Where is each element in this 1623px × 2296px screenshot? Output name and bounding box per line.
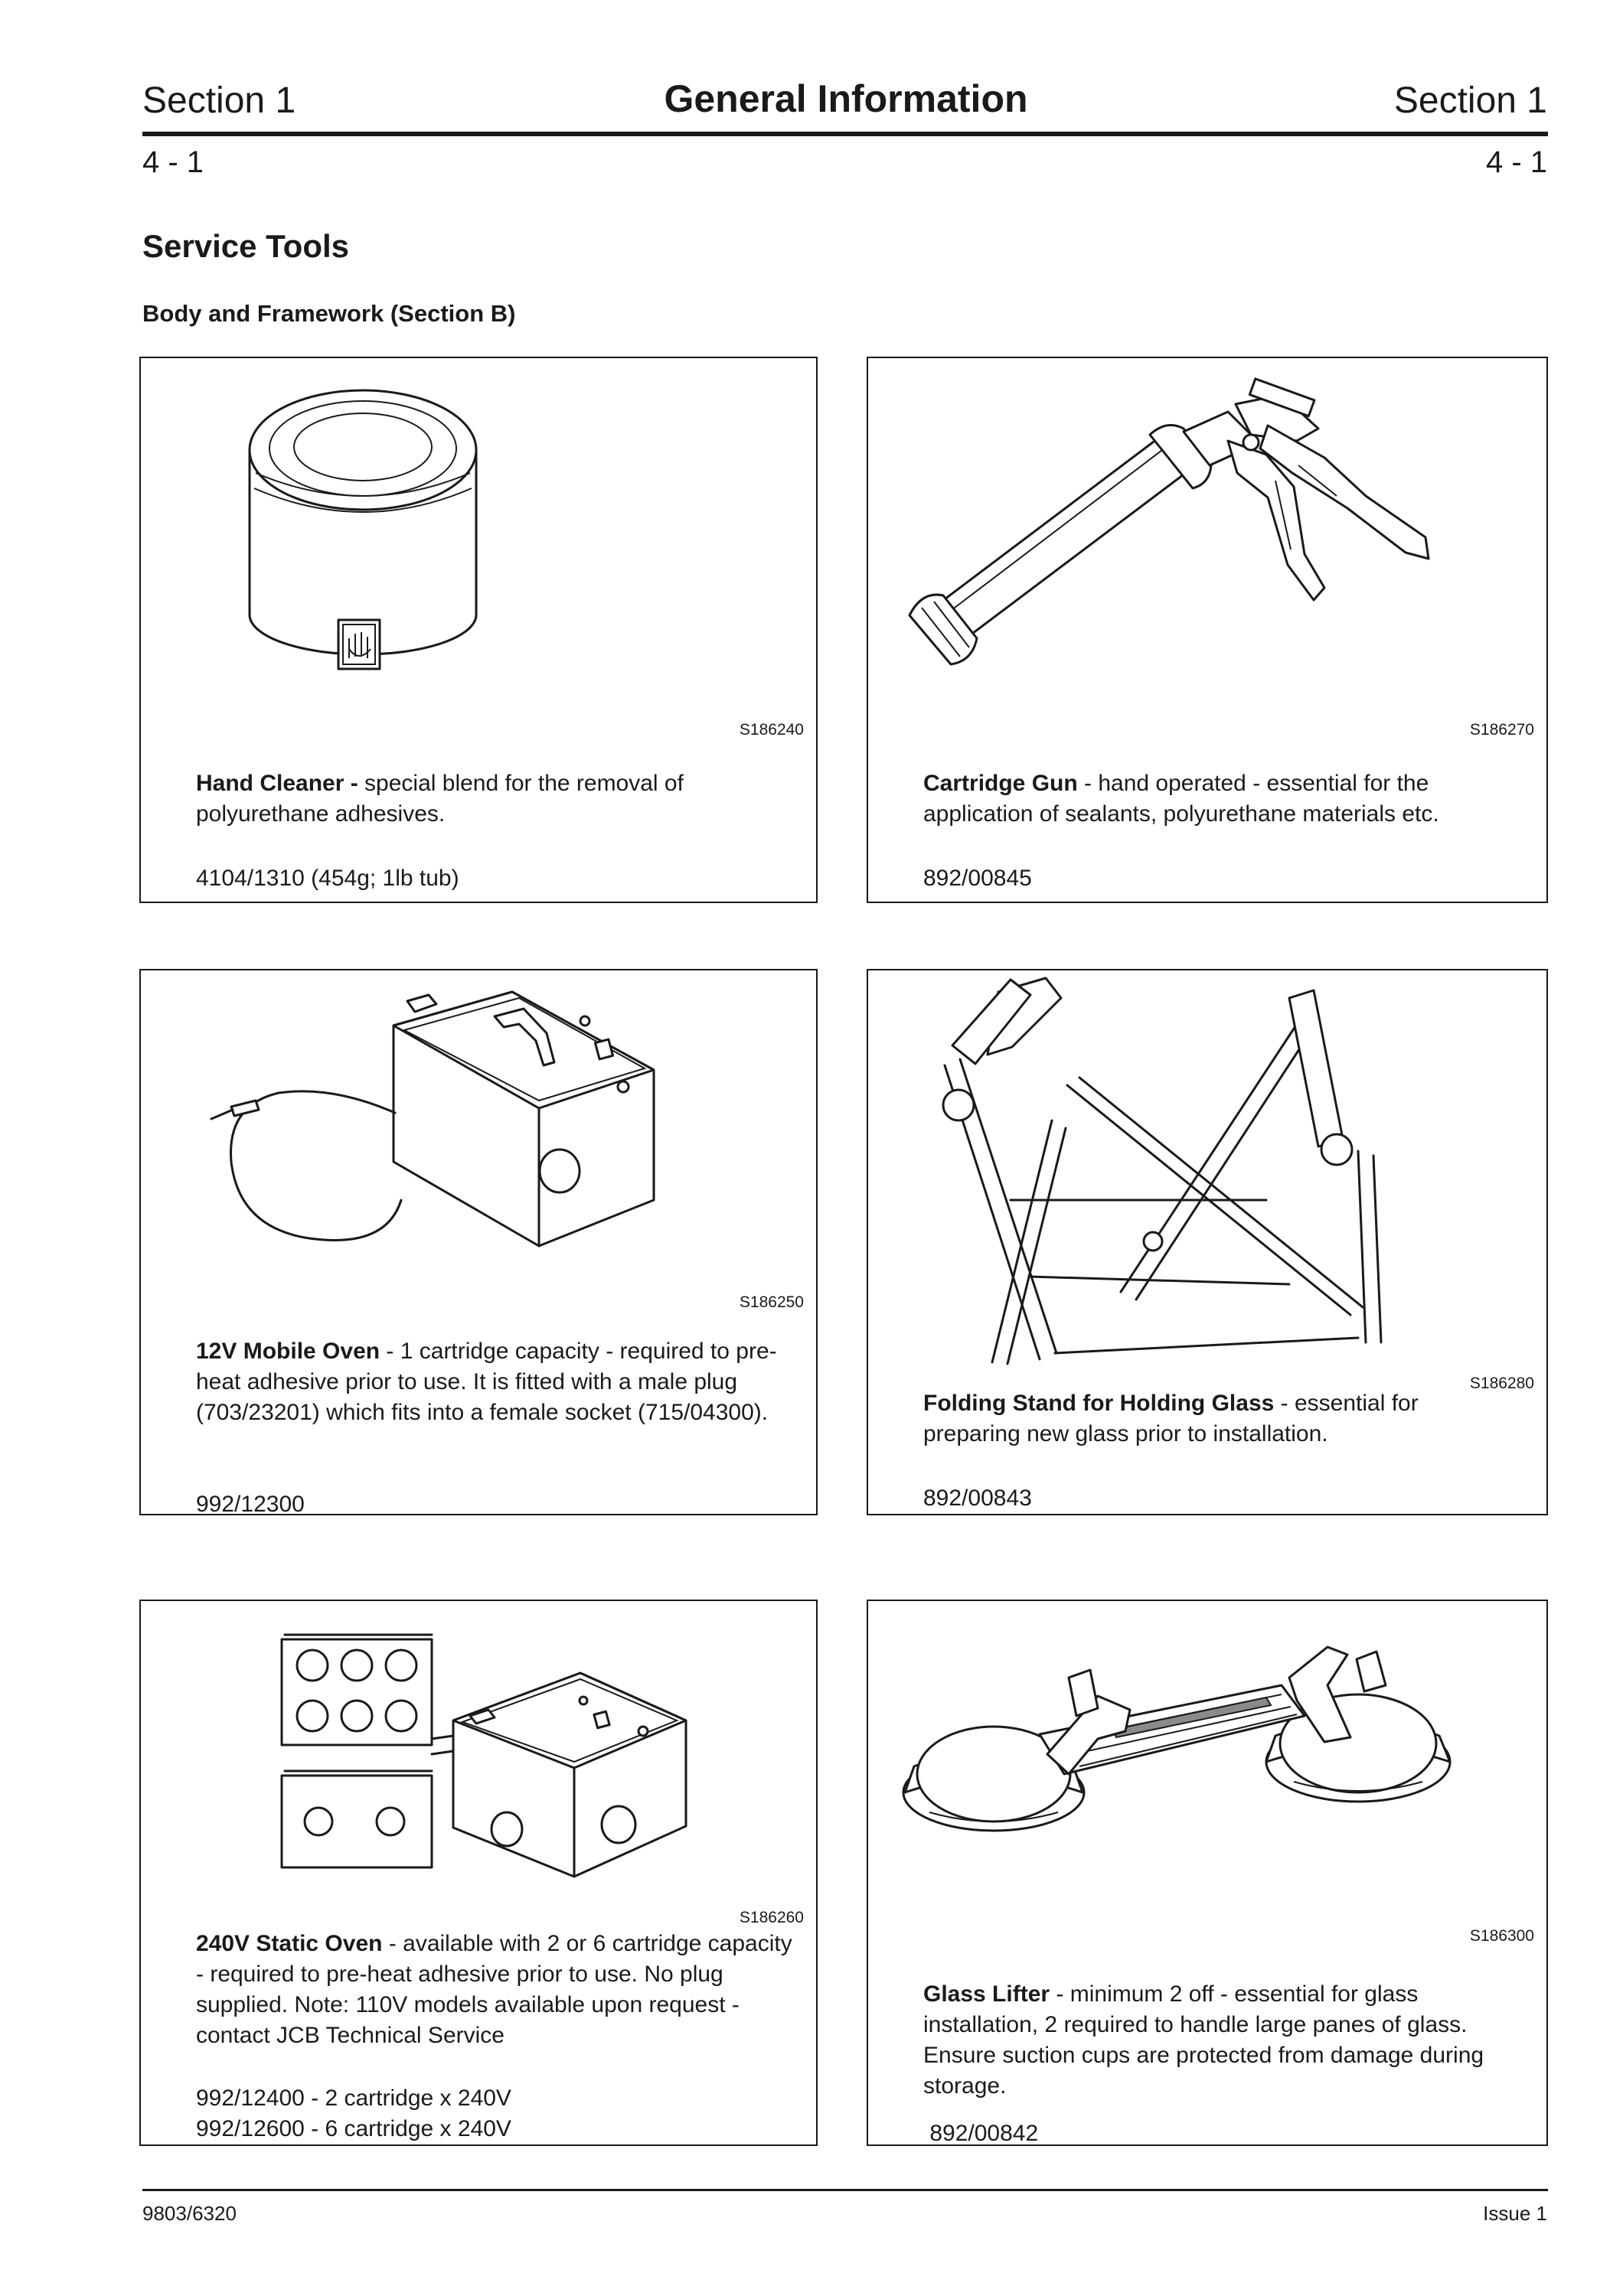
section-label-left: Section 1 — [142, 80, 296, 121]
tool-detail: - hand operated - essential for the application of sealants, polyurethane materials etc. — [923, 771, 1439, 827]
page-title: General Information — [664, 77, 1028, 120]
page-number-left: 4 - 1 — [142, 145, 204, 179]
issue-label: Issue 1 — [1483, 2202, 1547, 2225]
tool-description — [196, 1929, 793, 2051]
part-number: 992/12600 - 6 cartridge x 240V — [196, 2116, 511, 2141]
tool-name: 240V Static Oven — [196, 1931, 383, 1956]
figure-ref: S186270 — [1469, 721, 1534, 739]
tool-description — [196, 768, 778, 830]
tool-card-static-oven — [139, 1600, 818, 2146]
part-number: 992/12300 — [196, 1492, 305, 1517]
tool-name: Cartridge Gun — [923, 771, 1078, 796]
page-number-right: 4 - 1 — [1485, 145, 1547, 179]
section-label-right: Section 1 — [1393, 80, 1547, 121]
tool-detail: special blend for the removal of polyurethane adhesives. — [196, 771, 684, 827]
document-number: 9803/6320 — [142, 2202, 237, 2225]
header-rule — [142, 132, 1548, 136]
tool-card-folding-stand — [867, 969, 1548, 1515]
tool-detail: - available with 2 or 6 cartridge capacity - required to pre-heat adhesive prior to use. No plug supplied. Note: 110V models available upon request - contact JCB Technical Service — [196, 1931, 792, 2048]
tool-description — [196, 1336, 793, 1428]
part-number: 892/00842 — [923, 2121, 1039, 2146]
figure-ref: S186300 — [1469, 1927, 1534, 1945]
footer-rule — [142, 2189, 1548, 2191]
part-number: 4104/1310 (454g; 1lb tub) — [196, 866, 459, 891]
mobile-oven-icon — [141, 970, 816, 1514]
subsection-heading: Body and Framework (Section B) — [142, 300, 516, 327]
tool-name: Folding Stand for Holding Glass — [923, 1391, 1275, 1416]
tool-name: Glass Lifter — [923, 1981, 1050, 2007]
tool-card-hand-cleaner — [139, 357, 818, 903]
tool-card-glass-lifter — [867, 1600, 1548, 2146]
figure-ref: S186280 — [1469, 1375, 1534, 1392]
tool-description — [923, 1979, 1536, 2102]
tool-detail: - minimum 2 off - essential for glass installation, 2 required to handle large panes of glass. Ensure suction cups are protected from damage during storage. — [923, 1981, 1484, 2099]
figure-ref: S186250 — [739, 1293, 804, 1311]
part-number: 892/00845 — [923, 866, 1032, 891]
section-heading: Service Tools — [142, 228, 350, 264]
tool-detail: - 1 cartridge capacity - required to pre-heat adhesive prior to use. It is fitted with a male plug (703/23201) which fits into a female socket (715/04300). — [196, 1339, 777, 1425]
part-number: 892/00843 — [923, 1486, 1032, 1511]
tool-description — [923, 1388, 1474, 1450]
tool-card-mobile-oven — [139, 969, 818, 1515]
figure-ref: S186240 — [739, 721, 804, 739]
tool-description — [923, 768, 1520, 830]
tool-card-cartridge-gun — [867, 357, 1548, 903]
tool-name: Hand Cleaner - — [196, 771, 358, 796]
figure-ref: S186260 — [739, 1909, 804, 1926]
part-number: 992/12400 - 2 cartridge x 240V — [196, 2086, 511, 2111]
tool-detail: - essential for preparing new glass prior to installation. — [923, 1391, 1419, 1446]
tool-name: 12V Mobile Oven — [196, 1339, 380, 1364]
static-oven-icon — [141, 1601, 816, 2144]
